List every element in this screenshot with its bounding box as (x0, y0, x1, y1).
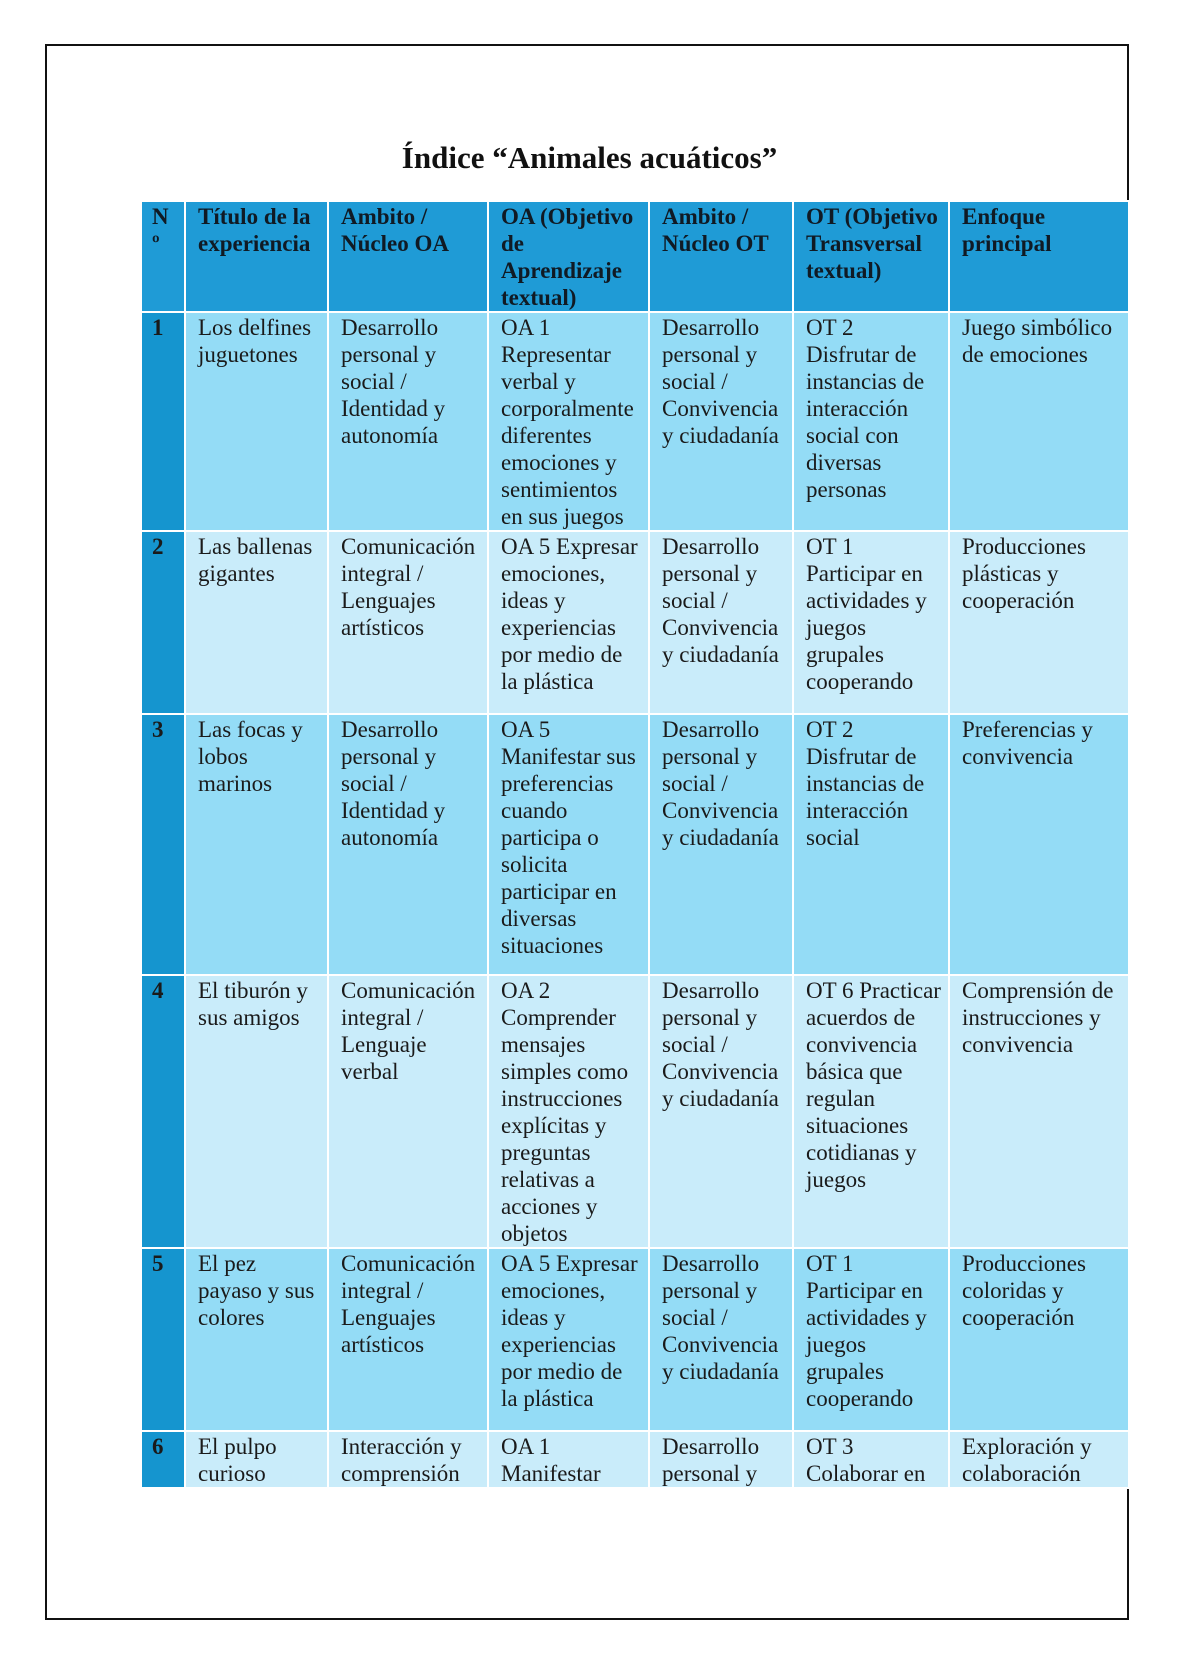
cell-ambito-ot: Desarrollo personal y social / Convivencia y ciudadanía (649, 312, 793, 531)
cell-ambito-oa: Desarrollo personal y social / Identidad y autonomía (328, 714, 488, 975)
header-ot: OT (Objetivo Transversal textual) (793, 201, 949, 312)
header-oa: OA (Objetivo de Aprendizaje textual) (488, 201, 649, 312)
cell-num: 2 (141, 531, 185, 714)
cell-titulo: Los delfines juguetones (185, 312, 328, 531)
cell-ambito-ot: Desarrollo personal y social / Convivencia y ciudadanía (649, 975, 793, 1248)
cell-enfoque: Comprensión de instrucciones y convivencia (949, 975, 1129, 1248)
header-ambito-oa: Ambito / Núcleo OA (328, 201, 488, 312)
cell-enfoque: Producciones plásticas y cooperación (949, 531, 1129, 714)
table-row (141, 975, 1129, 1248)
cell-ambito-oa: Interacción y comprensión (328, 1431, 488, 1488)
cell-oa: OA 5 Expresar emociones, ideas y experiencias por medio de la plástica (488, 531, 649, 714)
table-row (141, 531, 1129, 714)
cell-enfoque: Juego simbólico de emociones (949, 312, 1129, 531)
cell-ambito-ot: Desarrollo personal y social / Convivencia y ciudadanía (649, 714, 793, 975)
header-enfoque: Enfoque principal (949, 201, 1129, 312)
cell-ot: OT 1 Participar en actividades y juegos grupales cooperando (793, 1248, 949, 1431)
cell-oa: OA 5 Manifestar sus preferencias cuando participa o solicita participar en diversas situaciones (488, 714, 649, 975)
cell-ambito-oa: Desarrollo personal y social / Identidad y autonomía (328, 312, 488, 531)
cell-enfoque: Exploración y colaboración (949, 1431, 1129, 1488)
cell-ambito-ot: Desarrollo personal y social / Convivencia y ciudadanía (649, 531, 793, 714)
cell-num: 3 (141, 714, 185, 975)
cell-titulo: El pez payaso y sus colores (185, 1248, 328, 1431)
cell-ot: OT 3 Colaborar en (793, 1431, 949, 1488)
table-header-row (141, 201, 1129, 312)
cell-oa: OA 1 Manifestar (488, 1431, 649, 1488)
index-table (140, 200, 1130, 1489)
cell-enfoque: Producciones coloridas y cooperación (949, 1248, 1129, 1431)
cell-ambito-oa: Comunicación integral / Lenguaje verbal (328, 975, 488, 1248)
cell-ambito-oa: Comunicación integral / Lenguajes artísticos (328, 1248, 488, 1431)
cell-ot: OT 2 Disfrutar de instancias de interacción social con diversas personas (793, 312, 949, 531)
cell-oa: OA 2 Comprender mensajes simples como instrucciones explícitas y preguntas relativas a acciones y objetos (488, 975, 649, 1248)
cell-titulo: Las ballenas gigantes (185, 531, 328, 714)
cell-oa: OA 5 Expresar emociones, ideas y experiencias por medio de la plástica (488, 1248, 649, 1431)
header-ambito-ot: Ambito / Núcleo OT (649, 201, 793, 312)
cell-titulo: Las focas y lobos marinos (185, 714, 328, 975)
cell-num: 1 (141, 312, 185, 531)
cell-num: 4 (141, 975, 185, 1248)
table-row (141, 312, 1129, 531)
cell-ambito-ot: Desarrollo personal y (649, 1431, 793, 1488)
cell-titulo: El pulpo curioso (185, 1431, 328, 1488)
cell-enfoque: Preferencias y convivencia (949, 714, 1129, 975)
cell-ambito-ot: Desarrollo personal y social / Convivencia y ciudadanía (649, 1248, 793, 1431)
table-row (141, 1248, 1129, 1431)
document-title: Índice “Animales acuáticos” (401, 140, 778, 175)
cell-ambito-oa: Comunicación integral / Lenguajes artísticos (328, 531, 488, 714)
table-row (141, 714, 1129, 975)
cell-ot: OT 2 Disfrutar de instancias de interacción social (793, 714, 949, 975)
header-titulo: Título de la experiencia (185, 201, 328, 312)
cell-num: 5 (141, 1248, 185, 1431)
cell-num: 6 (141, 1431, 185, 1488)
header-num: N º (141, 201, 185, 312)
cell-ot: OT 6 Practicar acuerdos de convivencia básica que regulan situaciones cotidianas y juegos (793, 975, 949, 1248)
table-row (141, 1431, 1129, 1488)
cell-ot: OT 1 Participar en actividades y juegos grupales cooperando (793, 531, 949, 714)
cell-oa: OA 1 Representar verbal y corporalmente diferentes emociones y sentimientos en sus juegos (488, 312, 649, 531)
cell-titulo: El tiburón y sus amigos (185, 975, 328, 1248)
